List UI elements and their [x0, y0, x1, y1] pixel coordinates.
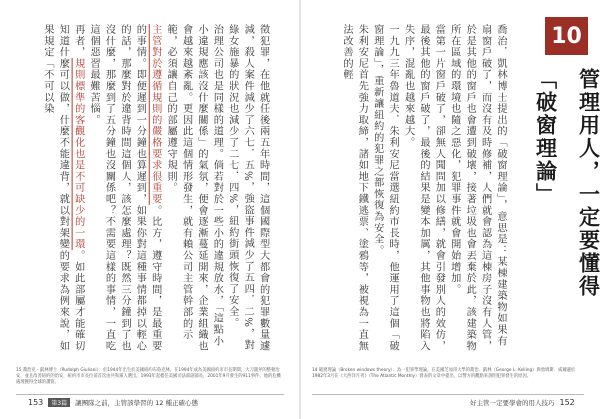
right-page — [300, 0, 600, 419]
body-part: 徵犯罪，在他就任後兩五年時間，這個國際型大都會的犯罪數量遽減，殺人案件減少了六七．五%，強盜事件減少了五四．二%，對綠女施暴的狀況也減少了二七．四%，紐約街頭恢復了安全。 治理公司也是同樣的道理。倘若對於一些小的違規放水，「這點小小違規應該沒什麼關係」的氣氛，便會逐漸蔓延開來，企業組織也會越來越紊亂。更因此這個情形發生，就有賴公司主管幹部的示範，必須讓自己的部屬遵守規則。 — [165, 24, 269, 352]
page-number: 153 — [28, 398, 44, 407]
running-header: 好主管一定要學會的用人技巧 — [470, 399, 555, 407]
chapter-number-tab: 10 — [545, 17, 588, 55]
body-part: 。比方，遵守時間，是最重要的事情。即便遲到一分鐘也算遲到，如果你對這種事情都掉以輕心的話，那麼對於違背時間這個人，該怎麼處理？既然三分鐘到了也沒什麼，那麼到了五分鐘也沒關係吧？不需要這樣的事情，一直吃這個惡習最難苦惱。 再者， — [72, 24, 161, 352]
highlighted-phrase: 主管對於遵循規則的嚴格要求很重要 — [149, 24, 161, 205]
page-number: 152 — [559, 398, 575, 407]
running-header: 讓團隊之前，主管該學習的 12 種正確心態 — [75, 399, 199, 407]
body-part: 。如此部屬才能確切知道什麼可以做，什麼不能違背，就以對架變的要求為例來說，如果規定「不可以染 — [41, 24, 84, 352]
right-footnote: 14 破窗理論（Broken windows theory）：為一犯罪學理論，在美國芝加哥大學的喬治．凱林（George L. Kelling）與詹姆斯．威爾遜於1982年3月在《大西洋月刊》（The Atlantic Monthly）發表的文章中提出，以警方的觀點來說明犯罪發生的原因。 — [312, 368, 576, 380]
footer-divider — [16, 394, 284, 395]
left-body-text — [22, 24, 286, 356]
left-folio — [28, 398, 198, 407]
part-badge: 第3篇 — [48, 398, 70, 407]
footer-divider — [312, 394, 584, 395]
right-folio — [470, 398, 575, 407]
chapter-title: 管理用人，一定要懂得「破窗理論」 — [533, 68, 600, 298]
left-footnote: 15 喬治克・凱林博士（Rudolph Giuliani）：於1944年出生於美國紐約布魯克林。在1994年成為美國紐約市市長期間，大刀闊斧的整頓治安，並且改善紐約的治安，紐約市市長位前首次由共和黨人選出。1993年起擔任美國司法部副部長，2001年9月發生的911事件，他的危機處理獲得全球的讚賞。 — [16, 368, 281, 386]
right-body-text: 喬治．凱林博士提出的「破窗理論」，意思是：某棟建築物如果有扇窗戶破了，而沒有及時修補，人們就會認為這棟房子沒有人管，於是其他的窗戶也會遭到破壞，接著垃圾也會丟棄於此，該建築物所在區域的環境也隨之惡化，犯罪事件就會開始增加。 當第一片窗戶破了，卻無人聞問加以修繕，就會引發別人的效仿，最後其他的窗戶破了，最後的結果是變本加厲，其他事物也將陷入失序，混亂也越來越大。 一九九三年魯道夫．朱利安尼當選紐約市長時，他運用了這個「破窗理論」，重新讓紐約的犯罪之都恢復為安全。 朱利安尼首先強力取締，諸如地下鐵逃票、塗鴉等，被視為一直無法改善的輕 — [340, 24, 506, 352]
highlighted-phrase: 規則標準的客觀化也是不可缺少的一環 — [72, 57, 84, 251]
